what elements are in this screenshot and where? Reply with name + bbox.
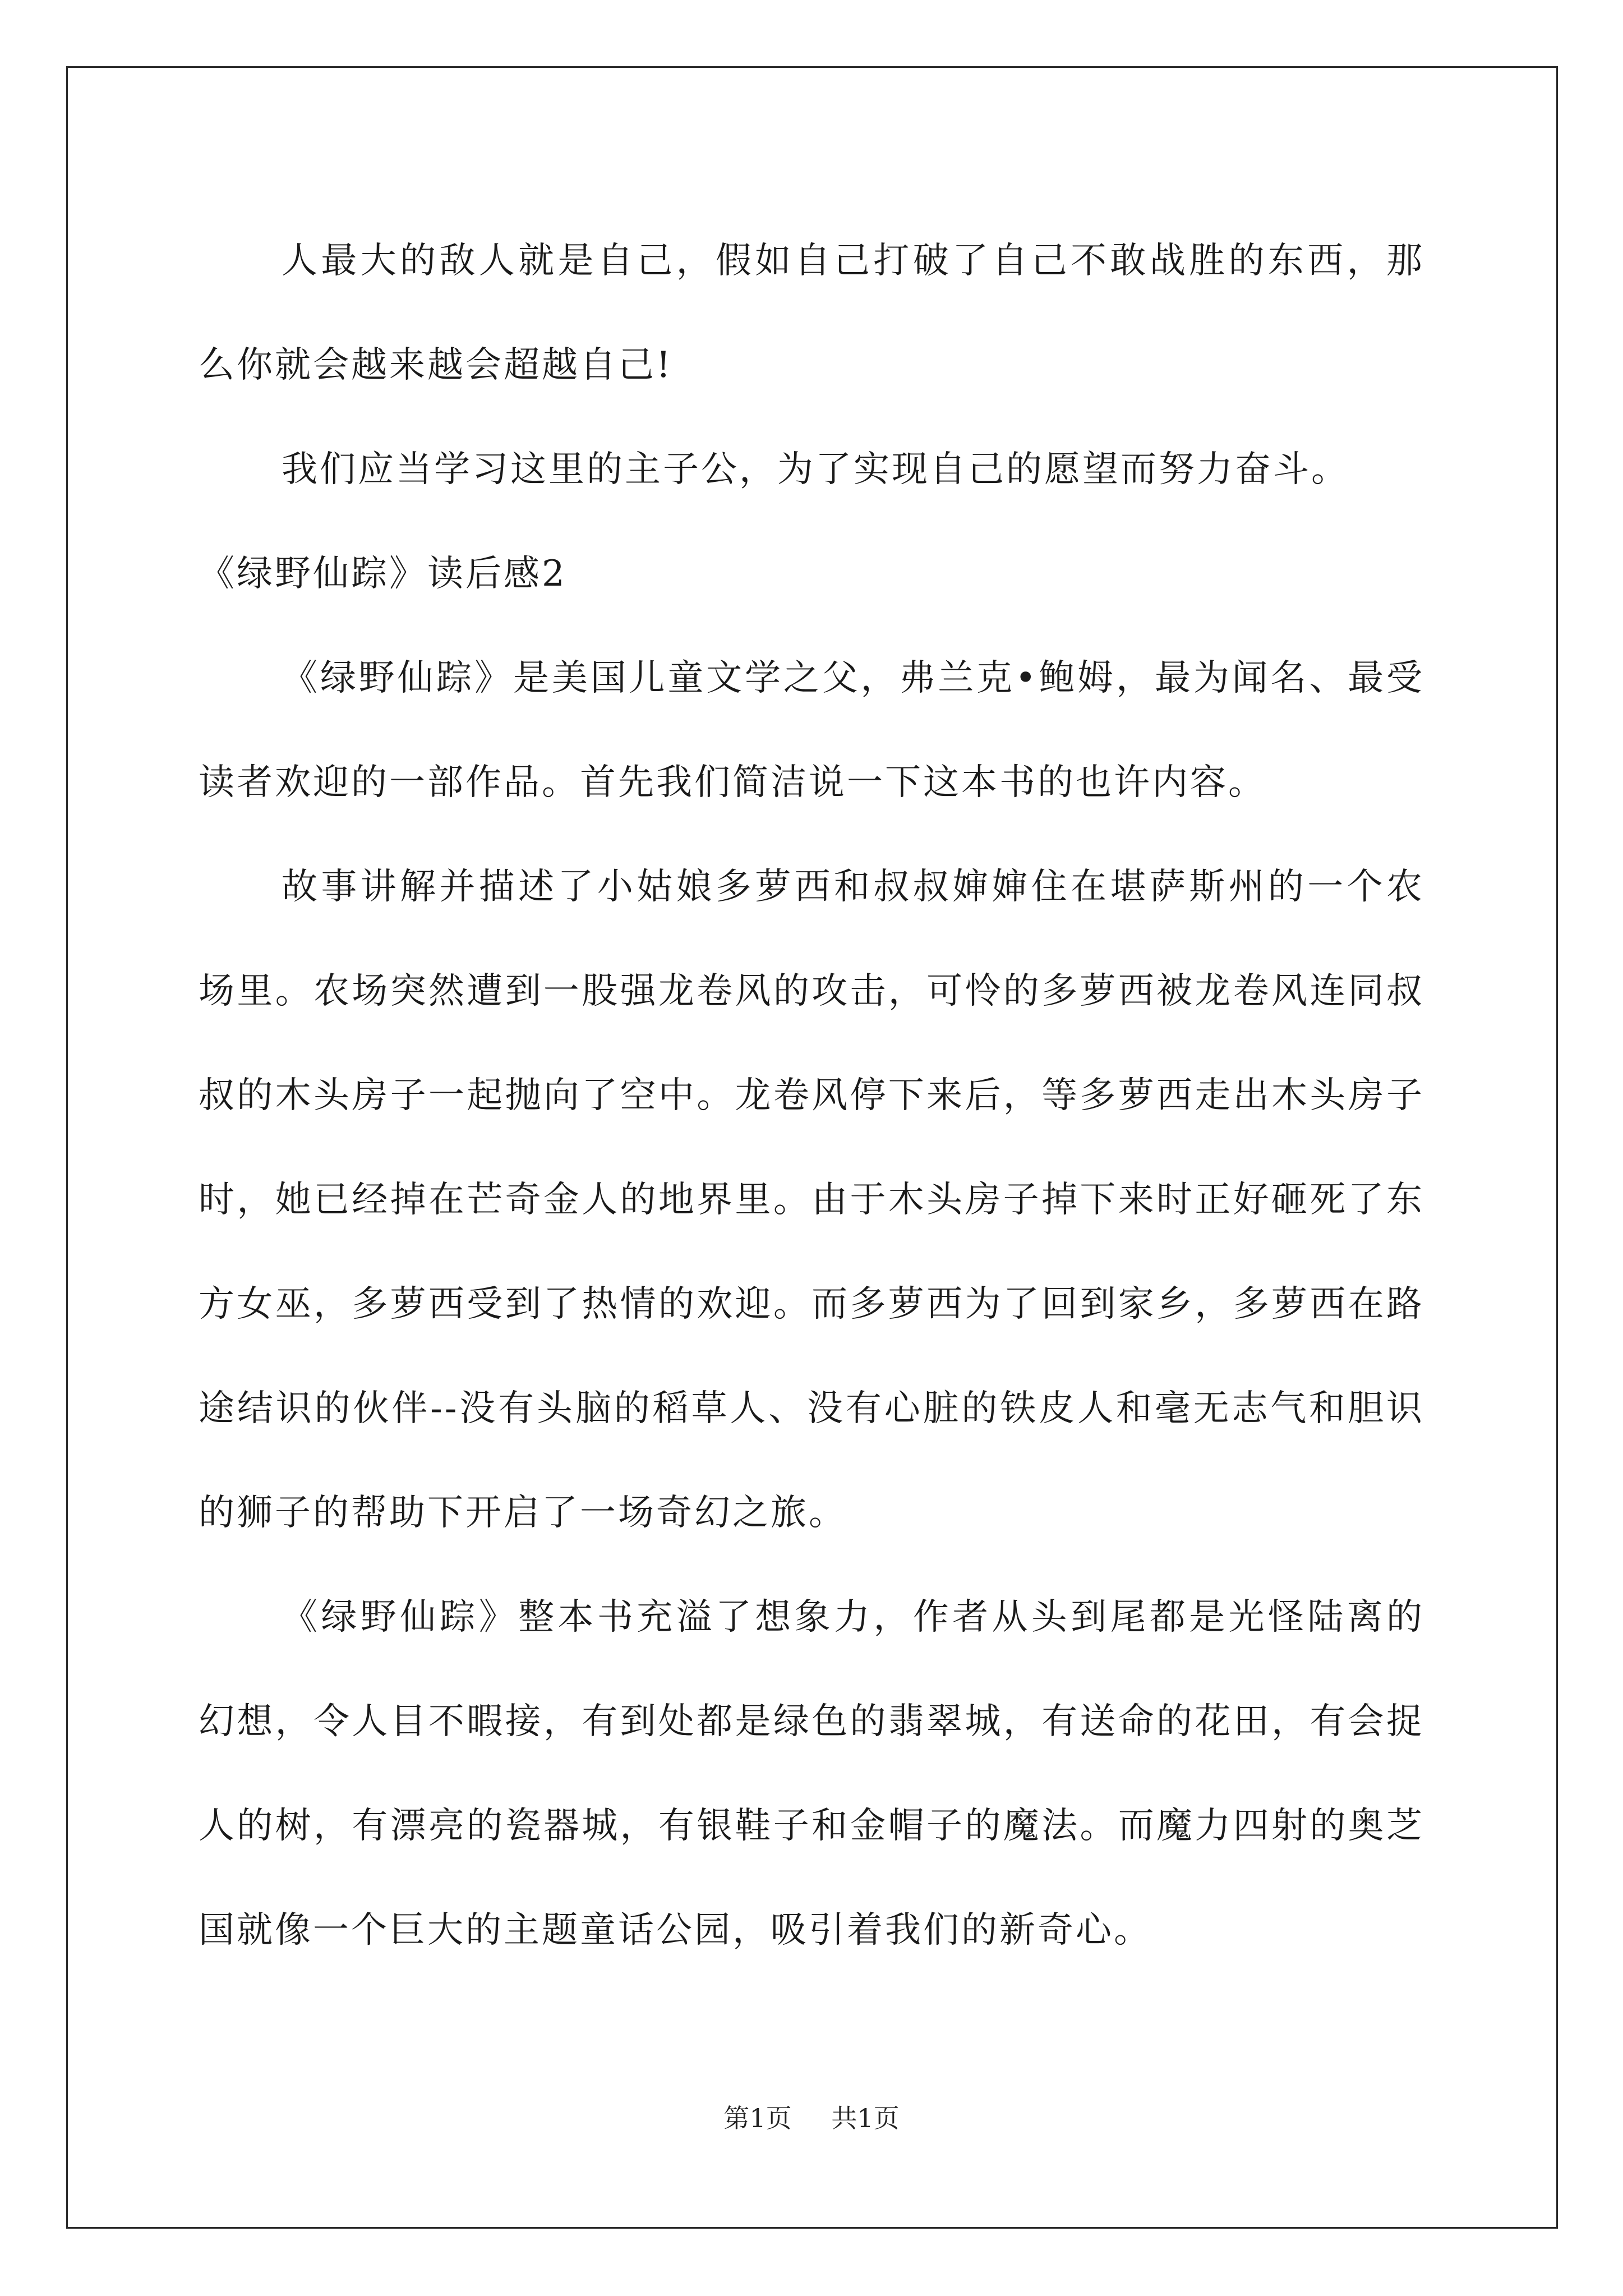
page-footer: [0, 2098, 1623, 2135]
paragraph-2: 我们应当学习这里的主子公，为了实现自己的愿望而努力奋斗。: [282, 449, 1349, 490]
document-body: [199, 209, 1424, 1982]
paragraph-5: 《绿野仙踪》整本书充溢了想象力，作者从头到尾都是光怪陆离的幻想，令人目不暇接，有到处都是绿色的翡翠城，有送命的花田，有会捉人的树，有漂亮的瓷器城，有银鞋子和金帽子的魔法。而魔力四射的奥芝国就像一个巨大的主题童话公园，吸引着我们的新奇心。: [199, 1596, 1424, 1951]
paragraph-3: 《绿野仙踪》是美国儿童文学之父，弗兰克•鲍姆，最为闻名、最受读者欢迎的一部作品。首先我们简洁说一下这本书的也许内容。: [199, 657, 1424, 803]
page-number-total: 共1页: [831, 2103, 900, 2133]
paragraph-4: 故事讲解并描述了小姑娘多萝西和叔叔婶婶住在堪萨斯州的一个农场里。农场突然遭到一股强龙卷风的攻击，可怜的多萝西被龙卷风连同叔叔的木头房子一起抛向了空中。龙卷风停下来后，等多萝西走出木头房子时，她已经掉在芒奇金人的地界里。由于木头房子掉下来时正好砸死了东方女巫，多萝西受到了热情的欢迎。而多萝西为了回到家乡，多萝西在路途结识的伙伴--没有头脑的稻草人、没有心脏的铁皮人和毫无志气和胆识的狮子的帮助下开启了一场奇幻之旅。: [199, 866, 1424, 1534]
page-number-current: 第1页: [723, 2103, 792, 2133]
paragraph-1: 人最大的敌人就是自己，假如自己打破了自己不敢战胜的东西，那么你就会越来越会超越自己!: [199, 240, 1424, 386]
section-heading: 《绿野仙踪》读后感2: [199, 553, 567, 595]
